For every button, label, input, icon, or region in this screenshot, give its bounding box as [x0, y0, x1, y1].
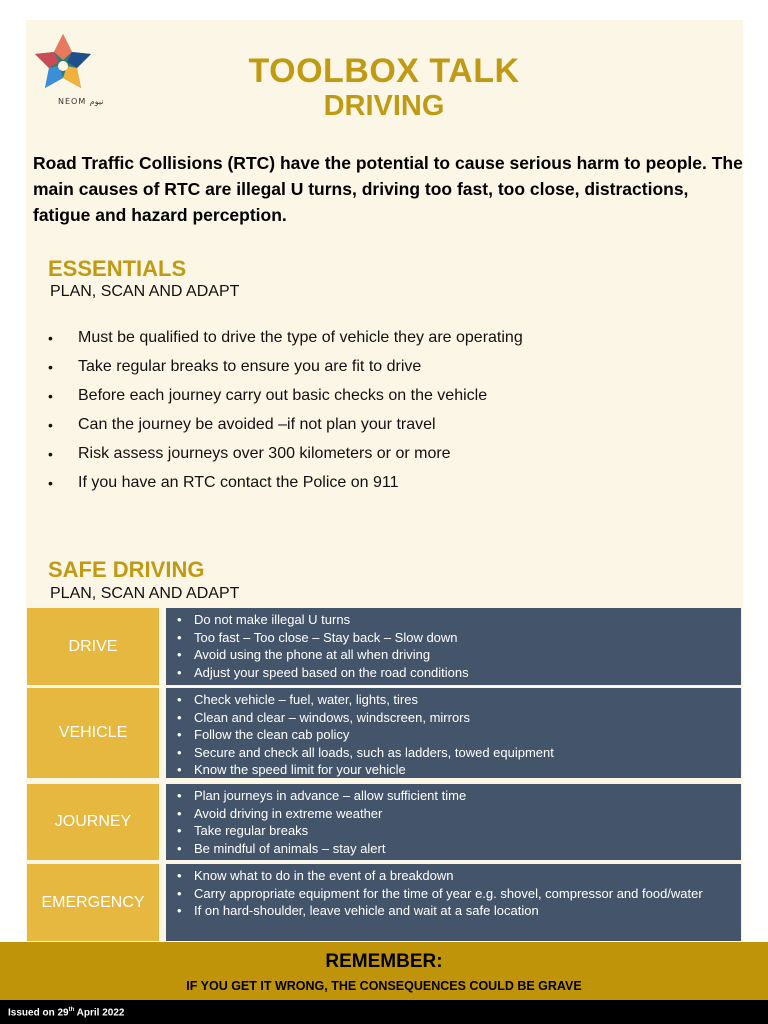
issued-date	[8, 1007, 124, 1018]
row-label: EMERGENCY	[27, 864, 159, 941]
row-content	[166, 688, 741, 778]
row-content	[166, 864, 741, 941]
list-item-text: Risk assess journeys over 300 kilometers or or more	[78, 445, 451, 462]
list-item: • Know what to do in the event of a breakdown	[166, 867, 741, 885]
list-item-text: Can the journey be avoided –if not plan your travel	[78, 416, 436, 433]
list-item: • Adjust your speed based on the road conditions	[166, 664, 741, 682]
essentials-subheading: PLAN, SCAN AND ADAPT	[50, 283, 240, 300]
issued-suffix: April 2022	[74, 1007, 125, 1019]
table-row-journey	[27, 784, 741, 860]
issued-prefix: Issued on 29	[8, 1007, 69, 1019]
essentials-list	[48, 326, 523, 500]
remember-text: IF YOU GET IT WRONG, THE CONSEQUENCES COULD BE GRAVE	[186, 979, 582, 993]
remember-heading: REMEMBER:	[325, 951, 443, 972]
list-item	[48, 413, 523, 442]
safe-driving-heading: SAFE DRIVING	[48, 557, 205, 582]
list-item: • Clean and clear – windows, windscreen, mirrors	[166, 709, 741, 727]
list-item: • Be mindful of animals – stay alert	[166, 840, 741, 858]
row-label: JOURNEY	[27, 784, 159, 860]
page-title: TOOLBOX TALK	[248, 52, 520, 90]
list-item: • Carry appropriate equipment for the time of year e.g. shovel, compressor and food/water	[166, 885, 741, 903]
table-row-drive	[27, 608, 741, 685]
bullet-icon: •	[48, 330, 53, 346]
list-item: • Too fast – Too close – Stay back – Slow down	[166, 629, 741, 647]
list-item: • Plan journeys in advance – allow sufficient time	[166, 787, 741, 805]
row-content	[166, 608, 741, 685]
list-item	[48, 442, 523, 471]
logo-caption: NEOM نيوم	[58, 97, 104, 106]
list-item: • Avoid using the phone at all when driving	[166, 646, 741, 664]
list-item	[48, 384, 523, 413]
list-item: • Take regular breaks	[166, 822, 741, 840]
list-item-text: Take regular breaks to ensure you are fit to drive	[78, 358, 422, 375]
essentials-heading: ESSENTIALS	[48, 256, 187, 281]
row-label: DRIVE	[27, 608, 159, 685]
issued-sup: th	[68, 1007, 75, 1013]
list-item: • Check vehicle – fuel, water, lights, tires	[166, 691, 741, 709]
table-row-vehicle	[27, 688, 741, 778]
row-content	[166, 784, 741, 860]
row-label: VEHICLE	[27, 688, 159, 778]
list-item	[48, 326, 523, 355]
page-subtitle: DRIVING	[323, 90, 445, 122]
list-item-text: If you have an RTC contact the Police on 911	[78, 474, 399, 491]
bullet-icon: •	[48, 359, 53, 375]
list-item-text: Must be qualified to drive the type of vehicle they are operating	[78, 329, 523, 346]
list-item: • Know the speed limit for your vehicle	[166, 761, 741, 779]
footer-bar	[0, 1000, 768, 1024]
table-row-emergency	[27, 864, 741, 941]
bullet-icon: •	[48, 388, 53, 404]
bullet-icon: •	[48, 417, 53, 433]
list-item	[48, 471, 523, 500]
list-item: • If on hard-shoulder, leave vehicle and wait at a safe location	[166, 902, 741, 920]
remember-banner	[0, 942, 768, 1000]
list-item: • Do not make illegal U turns	[166, 611, 741, 629]
list-item-text: Before each journey carry out basic checks on the vehicle	[78, 387, 488, 404]
bullet-icon: •	[48, 475, 53, 491]
list-item	[48, 355, 523, 384]
intro-paragraph: Road Traffic Collisions (RTC) have the potential to cause serious harm to people. The main causes of RTC are illegal U turns, driving too fast, too close, distractions, fatigue and hazard perception.	[33, 153, 743, 225]
bullet-icon: •	[48, 446, 53, 462]
list-item: • Secure and check all loads, such as ladders, towed equipment	[166, 744, 741, 762]
safe-driving-subheading: PLAN, SCAN AND ADAPT	[50, 585, 240, 602]
list-item: • Follow the clean cab policy	[166, 726, 741, 744]
list-item: • Avoid driving in extreme weather	[166, 805, 741, 823]
